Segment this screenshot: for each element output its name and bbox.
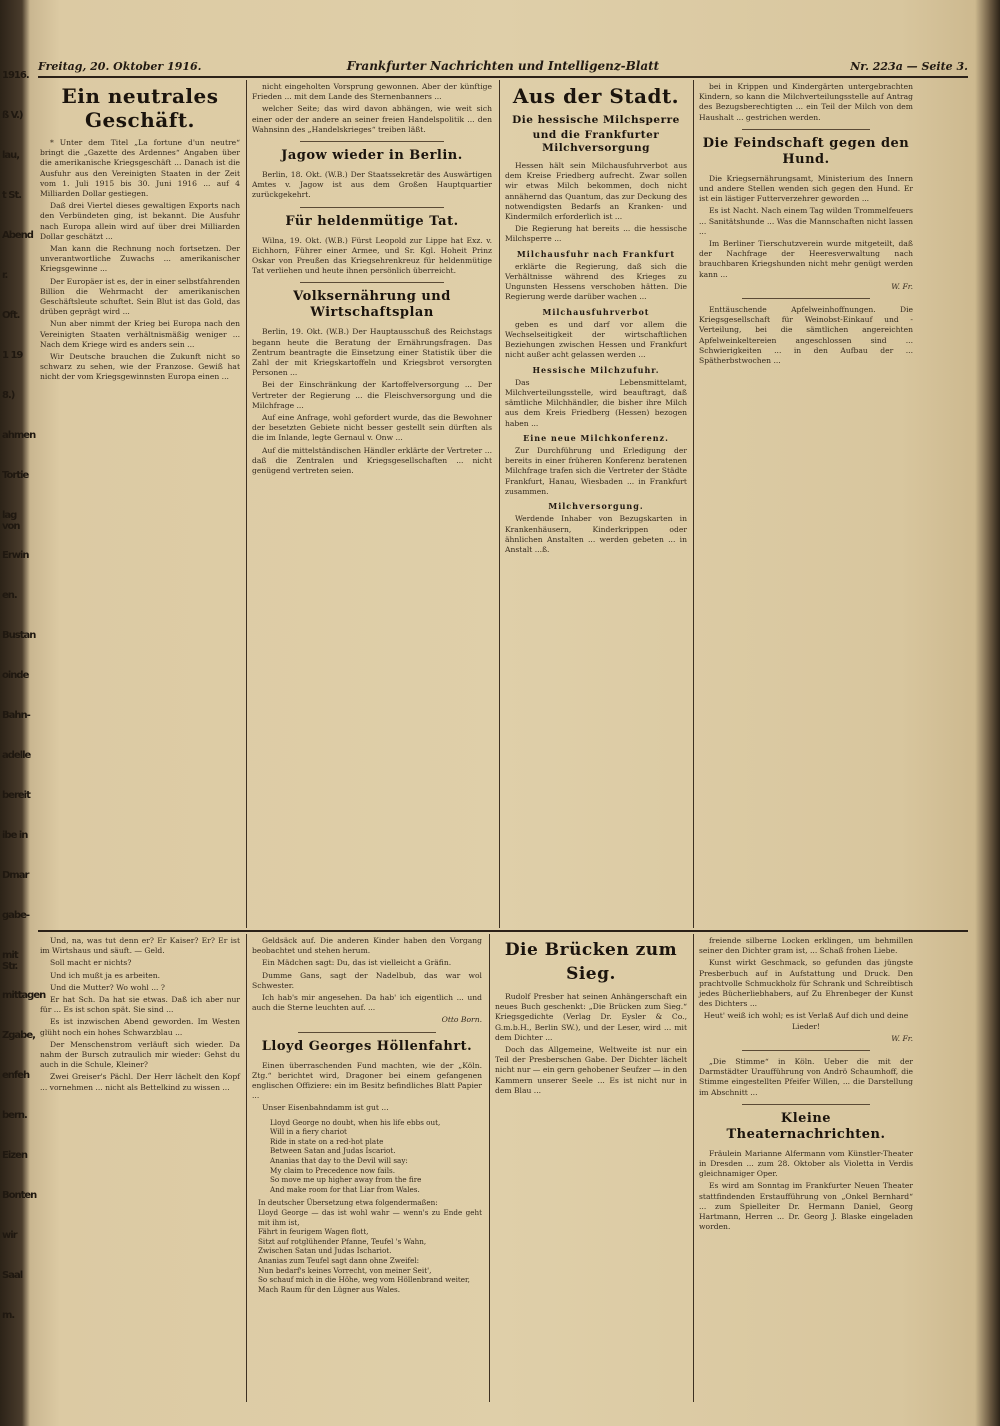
paragraph: Man kann die Rechnung noch fortsetzen. Der unverantwortliche Zuwachs ... amerikanischer Kriegsgewinne ... [40, 244, 240, 274]
divider [300, 141, 444, 142]
poem-line: Lloyd George no doubt, when his life ebbs out, [270, 1117, 441, 1127]
divider [298, 1032, 436, 1033]
strip-fragment: mittagen [2, 990, 46, 1001]
paragraph: Es ist inzwischen Abend geworden. Im Westen glüht noch ein hohes Schwarzblau ... [40, 1017, 240, 1037]
poem-line: Nun bedarf's keines Vorrecht, von meiner Seit', [258, 1265, 432, 1275]
paragraph: Werdende Inhaber von Bezugskarten in Krankenhäusern, Kinderkrippen oder ähnlichen Anstalten ... werden gebeten ... in Anstalt ...ß. [505, 514, 687, 554]
paragraph: „Die Stimme“ in Köln. Ueber die mit der Darmstädter Uraufführung von Andrö Schaumhoff, die Stimme eingestellten Pfeifer Willen, ... die Darstellung im Abschnitt ... [699, 1057, 913, 1097]
paragraph: Berlin, 18. Okt. (W.B.) Der Staatssekretär des Auswärtigen Amtes v. Jagow ist aus dem Großen Hauptquartier zurückgekehrt. [252, 170, 492, 200]
paragraph: Der Europäer ist es, der in einer selbstfahrenden Billion die Wehrmacht der amerikanischen Geschäftsleute schuftet. Sein Blut ist das Gold, das drüben geprägt wird ... [40, 276, 240, 317]
header-date: Freitag, 20. Oktober 1916. [38, 60, 202, 73]
section-label: Milchausfuhrverbot [542, 306, 650, 317]
paragraph: Ich hab's mir angesehen. Da hab' ich eigentlich ... und auch die Sterne leuchten auf. ... [252, 993, 482, 1013]
paragraph: Ein Mädchen sagt: Du, das ist vielleicht a Gräfin. [262, 958, 452, 968]
paragraph: Es ist Nacht. Nach einem Tag wilden Trommelfeuers ... Sanitätshunde ... Was die Mannschaften nicht lassen ... [699, 206, 913, 236]
paragraph: Wilna, 19. Okt. (W.B.) Fürst Leopold zur Lippe hat Exz. v. Eichhorn, Führer einer Armee, und Sr. Kgl. Hoheit Prinz Oskar von Preußen das Kriegsehrenkreuz für heldenmütige Tat verliehen und heute ihnen persönlich überreicht. [252, 235, 492, 276]
strip-fragment: ibe in [2, 830, 28, 841]
poem-line: My claim to Precedence now fails. [270, 1165, 395, 1175]
poem-line: So schauf mich in die Höhe, weg vom Höllenbrand weiter, [258, 1275, 470, 1285]
paragraph: Und die Mutter? Wo wohl ... ? [50, 982, 165, 992]
column-rule [499, 80, 500, 928]
strip-fragment: r. [2, 270, 8, 281]
paragraph: Auf die mittelständischen Händler erklärte der Vertreter ... daß die Zentralen und Kriegsgesellschaften ... nicht genügend vertreten seien. [252, 445, 492, 476]
column-rule [693, 80, 694, 928]
paragraph: Der Menschenstrom verläuft sich wieder. Da nahm der Bursch zutraulich mir wieder: Gehst du auch in die Schule, Kleiner? [40, 1039, 240, 1070]
divider [742, 129, 870, 130]
strip-fragment: bereit [2, 790, 30, 801]
strip-fragment: Erwin [2, 550, 29, 561]
divider [742, 1104, 870, 1105]
section-label: Eine neue Milchkonferenz. [523, 432, 669, 443]
headline-heroic-deed: Für heldenmütige Tat. [285, 213, 459, 229]
divider [742, 1050, 870, 1051]
paragraph: Und ich mußt ja es arbeiten. [50, 970, 161, 980]
strip-fragment: oinde [2, 670, 29, 681]
paragraph: Bei der Einschränkung der Kartoffelversorgung ... Der Vertreter der Regierung ... die Fleischversorgung und die Milchfrage ... [252, 380, 492, 410]
poem-line: Mach Raum für den Lügner aus Wales. [258, 1284, 401, 1294]
poem-line: Ride in state on a red-hot plate [270, 1136, 384, 1146]
subheadline-milk-supply: und die Frankfurter Milchversorgung [532, 129, 660, 154]
paragraph: Er hat Sch. Da hat sie etwas. Daß ich aber nur für ... Es ist schon spät. Sie sind ... [40, 995, 240, 1015]
poem-line: Zwischen Satan und Judas Ischariot. [258, 1246, 392, 1256]
column-rule [693, 934, 694, 1402]
paragraph: Wir Deutsche brauchen die Zukunft nicht so schwarz zu sehen, wie der Franzose. Gewiß hat nicht der vom Kriegsgewinnsten Europa einen ... [40, 352, 240, 382]
paragraph: geben es und darf vor allem die Wechselseitigkeit der wirtschaftlichen Beziehungen zwischen Hessen und Frankfurt nicht außer acht gelassen werden ... [505, 319, 687, 360]
paragraph: Einen überraschenden Fund machten, wie der „Köln. Ztg.“ berichtet wird, Dragoner bei einem gefangenen englischen Offiziere: ein im Besitz befindliches Blatt Papier ... [252, 1060, 482, 1101]
section-label: Milchversorgung. [548, 501, 644, 512]
strip-fragment: Eizen [2, 1150, 27, 1161]
strip-fragment: Saal [2, 1270, 23, 1281]
strip-fragment: Bonten [2, 1190, 37, 1201]
strip-fragment: 1 19 [2, 350, 23, 361]
strip-fragment: Bustan [2, 630, 36, 641]
paragraph: Geldsäck auf. Die anderen Kinder haben den Vorgang beobachtet und stehen herum. [252, 936, 482, 956]
paragraph: Nun aber nimmt der Krieg bei Europa nach den Vereinigten Staaten verhältnismäßig weniger ... Nach dem Kriege wird es anders sein ... [40, 319, 240, 349]
headline-from-the-city: Aus der Stadt. [512, 84, 680, 108]
section-label: Milchausfuhr nach Frankfurt [516, 248, 676, 259]
paragraph: erklärte die Regierung, daß sich die Verhältnisse während des Krieges zu Ungunsten Hessens verschoben hätten. Die Regierung werde darüber wachen ... [505, 261, 687, 302]
poem-line: Ananias that day to the Devil will say: [270, 1156, 408, 1166]
headline-lloyd-george: Lloyd Georges Höllenfahrt. [261, 1038, 473, 1054]
headline-theater-news: Kleine Theaternachrichten. [726, 1110, 886, 1142]
strip-fragment: ß V.) [2, 110, 23, 121]
paragraph: Und, na, was tut denn er? Er Kaiser? Er? Er ist im Wirtshaus und säuft. — Geld. [40, 936, 240, 956]
poem-line: Ananias zum Teufel sagt dann ohne Zweifel: [258, 1255, 420, 1265]
paragraph: freiende silberne Locken erklingen, um behmillen seiner den Dichter gram ist, ... Schaß frohen Liebe. [699, 936, 913, 956]
paragraph: Zwei Greiser's Pächl. Der Herr lächelt den Kopf ... vornehmen ... nicht als Bettelkind zu wissen ... [40, 1072, 240, 1092]
paragraph: Fräulein Marianne Alfermann vom Künstler-Theater in Dresden ... zum 28. Oktober als Violetta in Verdis gleichnamiger Oper. [699, 1148, 913, 1179]
strip-fragment: mit Str. [2, 950, 18, 972]
column-rule [489, 934, 490, 1402]
strip-fragment: Zgabe, [2, 1030, 35, 1041]
paragraph: Im Berliner Tierschutzverein wurde mitgeteilt, daß der Nachfrage der Heeresverwaltung nach brauchbaren Kriegshunden nicht mehr genügt werden kann ... [699, 239, 913, 279]
paragraph: Dumme Gans, sagt der Nadelbub, das war wol Schwester. [252, 970, 482, 990]
poem-line: Fährt in feurigem Wagen flott, [258, 1227, 369, 1237]
strip-fragment: lag von [2, 510, 20, 532]
strip-fragment: en. [2, 590, 17, 601]
paragraph: Soll macht er nichts? [50, 958, 132, 968]
headline-neutral-business: Ein neutrales Geschäft. [61, 84, 219, 132]
paragraph: Hessen hält sein Milchausfuhrverbot aus dem Kreise Friedberg aufrecht. Zwar sollen wir etwas Milch bekommen, doch nicht annähernd das Quantum, das zur Deckung des notwendigsten Bedarfs an Kranken- und Kindermilch erforderlich ist ... [505, 161, 687, 222]
column-1 [40, 82, 240, 928]
strip-fragment: adelle [2, 750, 31, 761]
headline-hostility-dogs: Die Feindschaft gegen den Hund. [702, 135, 910, 167]
subheadline-milk-ban: Die hessische Milchsperre [512, 114, 680, 126]
section-label: Hessische Milchzufuhr. [532, 364, 660, 375]
paragraph: Die Kriegsernährungsamt, Ministerium des Innern und andere Stellen wenden sich gegen den Hund. Er ist ein lästiger Futterverzehrer geworden ... [699, 173, 913, 204]
column-2 [252, 82, 492, 928]
strip-fragment: gabe- [2, 910, 29, 921]
strip-fragment: m. [2, 1310, 15, 1321]
divider [742, 298, 870, 299]
strip-fragment: enfeh [2, 1070, 30, 1081]
paragraph: Daß drei Viertel dieses gewaltigen Exports nach den Verbündeten ging, ist bekannt. Die Ausfuhr nach Europa allein wird auf über drei Milliarden Dollar geschätzt ... [40, 201, 240, 241]
column-4 [699, 82, 913, 928]
paragraph: nicht eingeholten Vorsprung gewonnen. Aber der künftige Frieden ... mit dem Lande des Sternenbanners ... [252, 82, 492, 102]
paragraph: welcher Seite; das wird davon abhängen, wie weit sich einer oder der andere an seiner freien Handelspolitik ... den Wahnsinn des „Handelskrieges“ treiben läßt. [252, 104, 492, 134]
paragraph: Es wird am Sonntag im Frankfurter Neuen Theater stattfindenden Erstaufführung von „Onkel Bernhard“ ... zum Spielleiter Dr. Hermann Daniel, Georg Hartmann, Herren ... Dr. Georg J. Blaske eingeladen worden. [699, 1181, 913, 1232]
paragraph: Berlin, 19. Okt. (W.B.) Der Hauptausschuß des Reichstags begann heute die Beratung der Ernährungsfragen. Das Zentrum beantragte die Einsetzung einer Statistik über die Zahl der mit Kriegskartoffeln und Kriegsbrot versorgten Personen ... [252, 327, 492, 378]
paragraph: Doch das Allgemeine, Weltweite ist nur ein Teil der Presberschen Gabe. Der Dichter lächelt nicht nur — ein gern gehobener Seufzer — in den Kammern unserer Seele ... Es ist nicht nur in dem Blau ... [495, 1045, 687, 1095]
strip-fragment: lau, [2, 150, 20, 161]
german-translation [258, 1198, 482, 1294]
lower-column-2 [252, 936, 482, 1402]
column-rule [246, 80, 247, 928]
strip-fragment: wir [2, 1230, 17, 1241]
lower-column-3 [495, 936, 687, 1402]
poem-line: Between Satan and Judas Iscariot. [270, 1146, 396, 1156]
strip-fragment: Dmar [2, 870, 29, 881]
paragraph: Enttäuschende Apfelweinhoffnungen. Die Kriegsgesellschaft für Weinobst-Einkauf und -Verteilung, bei die sämtlichen angereichten Apfelweinkeltereien angeschlossen sind ... Schwierigkeiten ... in den Aufbau der ... Spätherbstwochen ... [699, 305, 913, 366]
masthead: Frankfurter Nachrichten und Intelligenz-Blatt [346, 59, 660, 73]
strip-fragment: Abend [2, 230, 33, 241]
header-issue-page: Nr. 223a — Seite 3. [850, 60, 968, 73]
poem-line: Sitzt auf rotglühender Pfanne, Teufel 's Wahn, [258, 1236, 427, 1246]
divider [300, 207, 444, 208]
paragraph: Auf eine Anfrage, wohl gefordert wurde, das die Bewohner der besetzten Gebiete nicht besser gestellt sein dürften als die im Inlande, legte Gernaul v. Onw ... [252, 413, 492, 443]
poem-line: So move me up higher away from the fire [270, 1175, 422, 1185]
column-rule [246, 934, 247, 1402]
divider [300, 282, 444, 283]
english-poem [270, 1118, 482, 1195]
strip-fragment: 8.) [2, 390, 15, 401]
paragraph: Das Lebensmittelamt, Milchverteilungsstelle, wird beauftragt, daß sämtliche Milchhändler, die bisher ihre Milch aus dem Kreis Friedberg (Hessen) bezogen haben ... [505, 377, 687, 428]
headline-food-supply: Volksernährung und Wirtschaftsplan [293, 289, 451, 321]
column-3 [505, 82, 687, 928]
paragraph: Zur Durchführung und Erledigung der bereits in einer früheren Konferenz beratenen Milchfrage trafen sich die Vertreter der Städte Frankfurt, Hanau, Wiesbaden ... in Frankfurt zusammen. [505, 446, 687, 496]
strip-fragment: Oft. [2, 310, 20, 321]
previous-page-edge [0, 0, 46, 1426]
strip-fragment: t St. [2, 190, 22, 201]
paragraph: Unser Eisenbahndamm ist gut ... [262, 1103, 389, 1113]
paragraph: Kunst wirkt Geschmack, so gefunden das jüngste Presberbuch auf in Aufstattung und Druck. Den prachtvolle Schmuckholz für Schrank und Schreibtisch jedes Bücherliebhabers, auf Zu Ehrenbeger der Kunst des Dichters ... [699, 958, 913, 1009]
header-rule [38, 76, 968, 78]
page-header [38, 58, 968, 76]
poem-line: Will in a fiery chariot [270, 1127, 347, 1137]
poem-line: Lloyd George — das ist wohl wahr — wenn's zu Ende geht mit ihm ist, [258, 1207, 482, 1227]
paragraph: Die Regierung hat bereits ... die hessische Milchsperre ... [505, 224, 687, 244]
strip-fragment: bern. [2, 1110, 27, 1121]
headline-jagow: Jagow wieder in Berlin. [281, 148, 463, 164]
author-signature: Otto Born. [441, 1015, 482, 1025]
lower-column-1 [40, 936, 240, 1402]
paragraph: Rudolf Presber hat seinen Anhängerschaft ein neues Buch geschenkt: „Die Brücken zum Sieg.“ Kriegsgedichte (Verlag Dr. Eysler & Co., G.m.b.H., Berlin SW.), und der Leser, wird ... mit dem Dichter ... [495, 992, 687, 1042]
signature: W. Fr. [891, 1033, 913, 1043]
paragraph: Heut' weiß ich wohl; es ist Verlaß Auf dich und deine Lieder! [703, 1011, 909, 1031]
strip-fragment: ahmen [2, 430, 36, 441]
poem-line: And make room for that Liar from Wales. [270, 1184, 420, 1194]
paragraph: * Unter dem Titel „La fortune d'un neutre“ bringt die „Gazette des Ardennes“ Angaben über die amerikanische Kriegsgeschäft ... Danach ist die Ausfuhr aus den Vereinigten Staaten in der Zeit vom 1. Juli 1915 bis 30. Juni 1916 ... auf 4 Milliarden Dollar gestiegen. [40, 138, 240, 199]
strip-fragment: 1916. [2, 70, 29, 81]
strip-fragment: Bahn- [2, 710, 30, 721]
strip-fragment: Tortie [2, 470, 29, 481]
feuilleton-rule [38, 930, 968, 932]
paragraph: bei in Krippen und Kindergärten untergebrachten Kindern, so kann die Milchverteilungsstelle auf Antrag des Bezugsberechtigten ... ein Teil der Milch von dem Haushalt ... gestrichen werden. [699, 82, 913, 122]
lower-column-4 [699, 936, 913, 1402]
poem-line: In deutscher Übersetzung etwa folgendermaßen: [258, 1198, 438, 1208]
signature: W. Fr. [891, 281, 913, 291]
headline-bridges-victory: Die Brücken zum Sieg. [504, 940, 678, 984]
